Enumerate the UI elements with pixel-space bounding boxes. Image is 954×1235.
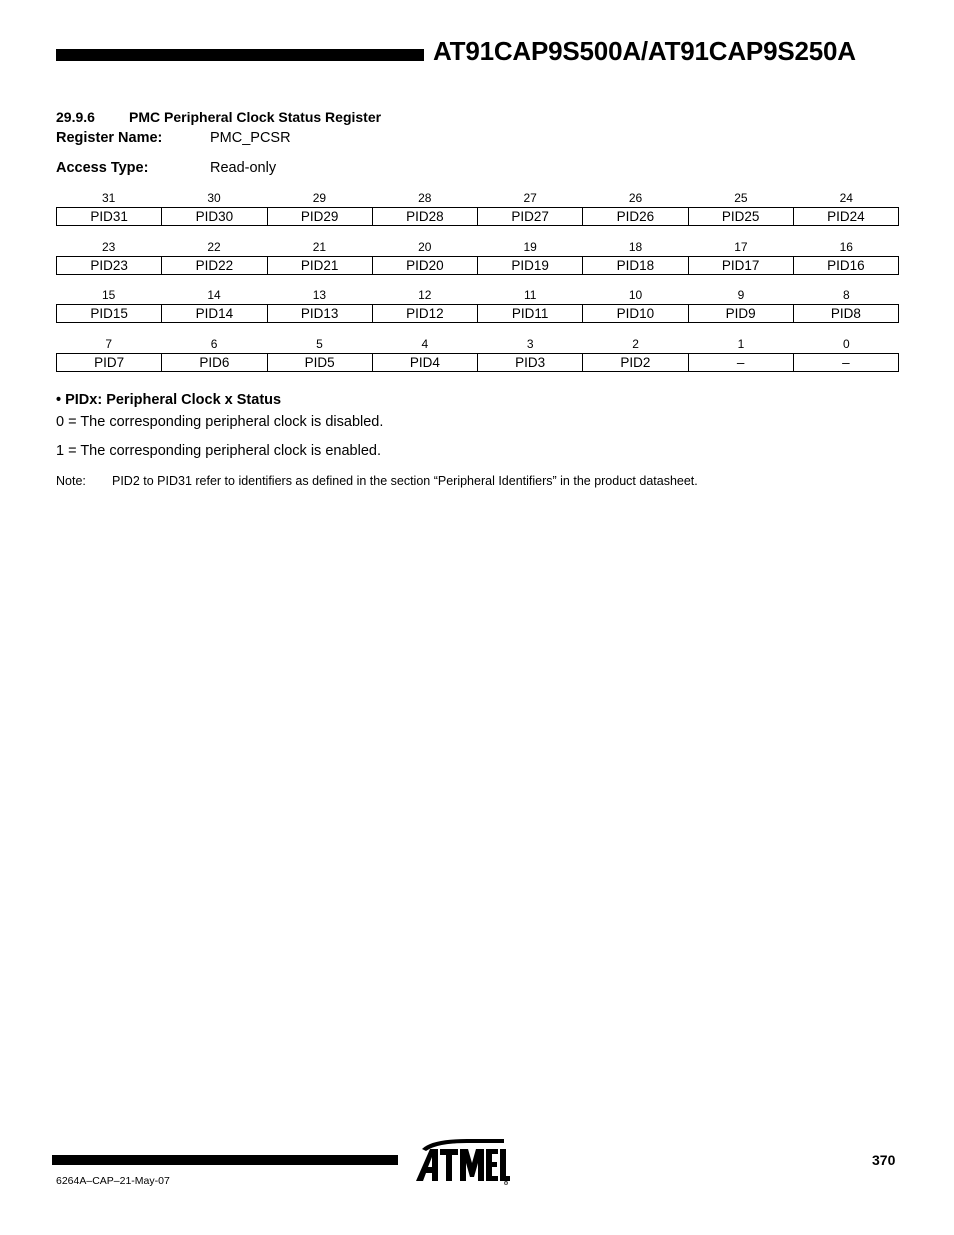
register-byte-group — [56, 336, 899, 385]
register-field: PID16 — [793, 257, 898, 274]
page-number: 370 — [872, 1152, 896, 1168]
register-field: PID21 — [267, 257, 372, 274]
register-field: PID23 — [90, 257, 128, 273]
register-field: PID7 — [94, 354, 125, 370]
bit-number: 19 — [523, 239, 537, 254]
field-row — [56, 256, 899, 275]
note-text: PID2 to PID31 refer to identifiers as defined in the section “Peripheral Identifiers” in the product datasheet. — [112, 474, 698, 488]
register-field: PID11 — [477, 305, 582, 322]
register-field: PID17 — [688, 257, 793, 274]
register-field: PID22 — [161, 257, 266, 274]
register-field: PID12 — [372, 305, 477, 322]
bit-number: 6 — [210, 336, 218, 351]
bit-number: 22 — [207, 239, 221, 254]
register-field: PID14 — [161, 305, 266, 322]
bit-number: 18 — [628, 239, 643, 254]
field-description-heading: • PIDx: Peripheral Clock x Status — [56, 392, 282, 408]
bit-number: 20 — [418, 239, 432, 254]
bit-number: 23 — [102, 239, 116, 254]
register-bit-table — [56, 190, 899, 384]
bit-number-row — [56, 336, 899, 353]
bit-number: 15 — [102, 288, 116, 302]
bit-number: 10 — [628, 288, 643, 302]
bit-number: 25 — [734, 191, 748, 205]
registered-mark: ® — [505, 1182, 508, 1185]
bit-number: 24 — [839, 191, 853, 205]
bit-number: 0 — [842, 336, 850, 351]
register-field: PID29 — [267, 208, 372, 225]
register-field: PID18 — [582, 257, 687, 274]
register-name-value: PMC_PCSR — [210, 130, 291, 146]
field-description-line: 1 = The corresponding peripheral clock is enabled. — [56, 443, 381, 459]
bit-number: 30 — [207, 191, 221, 205]
field-row — [56, 207, 899, 226]
access-type-value: Read-only — [210, 160, 277, 176]
bit-number: 7 — [105, 336, 113, 351]
bit-number: 29 — [312, 191, 327, 205]
field-row — [56, 353, 899, 372]
bit-number-row — [56, 287, 899, 304]
section-title: PMC Peripheral Clock Status Register — [129, 109, 382, 125]
register-field: PID10 — [582, 305, 687, 322]
bit-number: 13 — [312, 288, 327, 302]
bit-number: 11 — [523, 288, 537, 302]
register-field: PID8 — [793, 305, 898, 322]
register-field: PID28 — [372, 208, 477, 225]
document-title: AT91CAP9S500A/AT91CAP9S250A — [433, 36, 856, 66]
register-field: PID15 — [90, 306, 128, 321]
register-field: PID4 — [372, 354, 477, 371]
bit-number: 27 — [523, 191, 537, 205]
register-field: PID30 — [161, 208, 266, 225]
register-byte-group — [56, 287, 899, 336]
header-rule — [56, 49, 424, 61]
bit-number: 5 — [316, 336, 323, 351]
bit-number: 14 — [207, 288, 221, 302]
bit-number: 4 — [421, 336, 429, 351]
atmel-logo — [412, 1137, 512, 1185]
register-field: PID27 — [477, 208, 582, 225]
register-field: – — [688, 354, 793, 371]
register-field: PID13 — [267, 305, 372, 322]
register-field: PID26 — [582, 208, 687, 225]
bit-number-row — [56, 239, 899, 256]
bit-number: 8 — [842, 288, 850, 302]
register-byte-group — [56, 239, 899, 288]
register-field: PID31 — [90, 209, 128, 224]
register-field: PID6 — [161, 354, 266, 371]
note-label: Note: — [56, 474, 86, 488]
register-field: PID5 — [267, 354, 372, 371]
register-field: PID2 — [582, 354, 687, 371]
bit-number: 21 — [312, 239, 327, 254]
bit-number: 12 — [418, 288, 432, 302]
register-byte-group — [56, 190, 899, 239]
bit-number: 31 — [102, 191, 116, 205]
bit-number: 2 — [632, 336, 639, 351]
register-field: PID24 — [793, 208, 898, 225]
register-field: PID19 — [477, 257, 582, 274]
bit-number: 17 — [734, 239, 748, 254]
document-id: 6264A–CAP–21-May-07 — [56, 1175, 170, 1187]
access-type-label: Access Type: — [56, 160, 149, 176]
bit-number: 16 — [839, 239, 853, 254]
field-description-line: 0 = The corresponding peripheral clock is disabled. — [56, 414, 384, 430]
field-row — [56, 304, 899, 323]
register-field: PID20 — [372, 257, 477, 274]
bit-number: 28 — [418, 191, 432, 205]
register-field: PID9 — [688, 305, 793, 322]
register-field: PID25 — [688, 208, 793, 225]
bit-number: 1 — [737, 336, 745, 351]
bit-number: 3 — [526, 336, 534, 351]
register-name-label: Register Name: — [56, 130, 163, 146]
register-field: PID3 — [477, 354, 582, 371]
bit-number: 9 — [737, 288, 745, 302]
bit-number-row — [56, 190, 899, 207]
footer-rule — [52, 1155, 398, 1165]
register-field: – — [793, 354, 898, 371]
bit-number: 26 — [628, 191, 643, 205]
section-number: 29.9.6 — [56, 109, 95, 125]
